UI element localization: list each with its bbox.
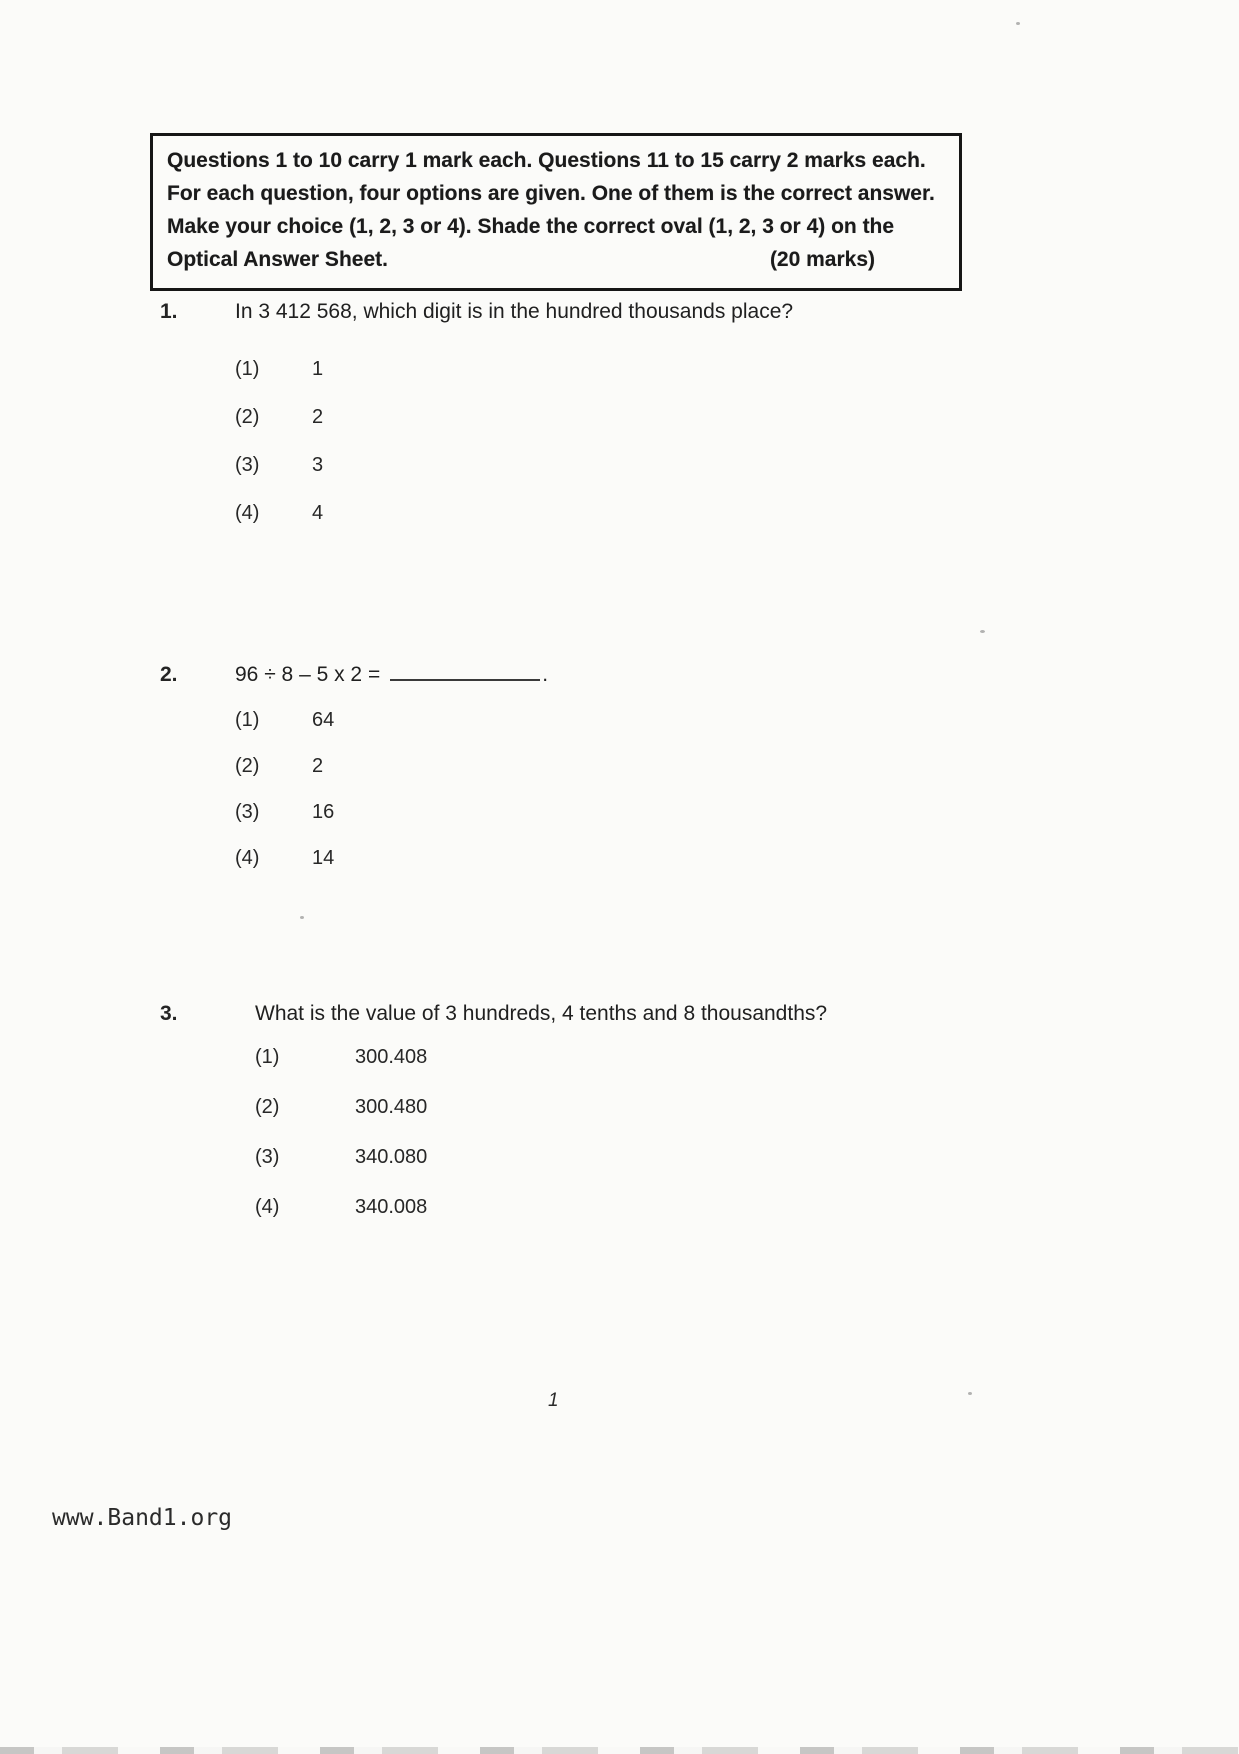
question-number: 2. [160, 663, 178, 687]
option-label: (4) [255, 1196, 280, 1218]
option-row [235, 755, 1060, 782]
question-3 [160, 1002, 1060, 1246]
footer-url: www.Band1.org [52, 1505, 233, 1531]
question-text [235, 658, 548, 687]
marks-label: (20 marks) [769, 248, 875, 271]
scan-edge-artifact [0, 1747, 1239, 1754]
option-label: (1) [235, 709, 260, 732]
option-value: 14 [312, 847, 335, 870]
option-value: 340.080 [355, 1146, 428, 1168]
option-row [235, 801, 1060, 828]
option-row [235, 502, 1060, 529]
option-label: (3) [255, 1146, 280, 1168]
question-line [160, 300, 1060, 324]
option-value: 300.408 [355, 1046, 428, 1068]
instruction-last-line [167, 243, 945, 276]
option-row [255, 1046, 1060, 1074]
blank-period: . [542, 663, 549, 687]
answer-blank [390, 658, 540, 681]
option-label: (2) [235, 755, 260, 778]
instruction-box [150, 133, 962, 291]
instruction-line: Optical Answer Sheet. [167, 248, 388, 271]
option-list [235, 709, 1060, 874]
question-1 [160, 300, 1060, 550]
option-value: 340.008 [355, 1196, 428, 1218]
option-value: 1 [312, 358, 324, 380]
option-list [255, 1046, 1060, 1224]
option-row [235, 709, 1060, 736]
question-line [160, 658, 1060, 687]
option-row [235, 847, 1060, 874]
question-text: In 3 412 568, which digit is in the hundred thousands place? [235, 300, 794, 323]
option-label: (4) [235, 847, 260, 870]
option-value: 16 [312, 801, 335, 824]
page-number: 1 [548, 1390, 559, 1411]
option-value: 300.480 [355, 1096, 428, 1118]
option-label: (2) [235, 406, 260, 428]
question-line [160, 1002, 1060, 1026]
scan-speck [980, 630, 985, 633]
option-value: 64 [312, 709, 335, 732]
option-value: 3 [312, 454, 324, 476]
option-label: (3) [235, 801, 260, 824]
equation-text: 96 ÷ 8 – 5 x 2 = [235, 663, 381, 687]
instruction-line: For each question, four options are given. One of them is the correct answer. [167, 182, 935, 205]
option-value: 2 [312, 755, 324, 778]
option-row [255, 1096, 1060, 1124]
option-value: 4 [312, 502, 324, 524]
option-value: 2 [312, 406, 324, 428]
instruction-line: Questions 1 to 10 carry 1 mark each. Questions 11 to 15 carry 2 marks each. [167, 149, 926, 172]
instruction-line: Make your choice (1, 2, 3 or 4). Shade the correct oval (1, 2, 3 or 4) on the [167, 215, 895, 238]
option-label: (1) [235, 358, 260, 380]
option-row [255, 1146, 1060, 1174]
option-label: (4) [235, 502, 260, 524]
scan-speck [300, 916, 304, 919]
option-label: (1) [255, 1046, 280, 1068]
option-row [235, 358, 1060, 385]
option-row [235, 454, 1060, 481]
question-text: What is the value of 3 hundreds, 4 tenths and 8 thousandths? [255, 1002, 828, 1025]
scan-speck [1016, 22, 1020, 25]
option-label: (2) [255, 1096, 280, 1118]
option-list [235, 358, 1060, 529]
question-2 [160, 658, 1060, 893]
option-row [255, 1196, 1060, 1224]
question-number: 1. [160, 300, 178, 323]
scan-speck [968, 1392, 972, 1395]
option-label: (3) [235, 454, 260, 476]
question-number: 3. [160, 1002, 178, 1025]
option-row [235, 406, 1060, 433]
